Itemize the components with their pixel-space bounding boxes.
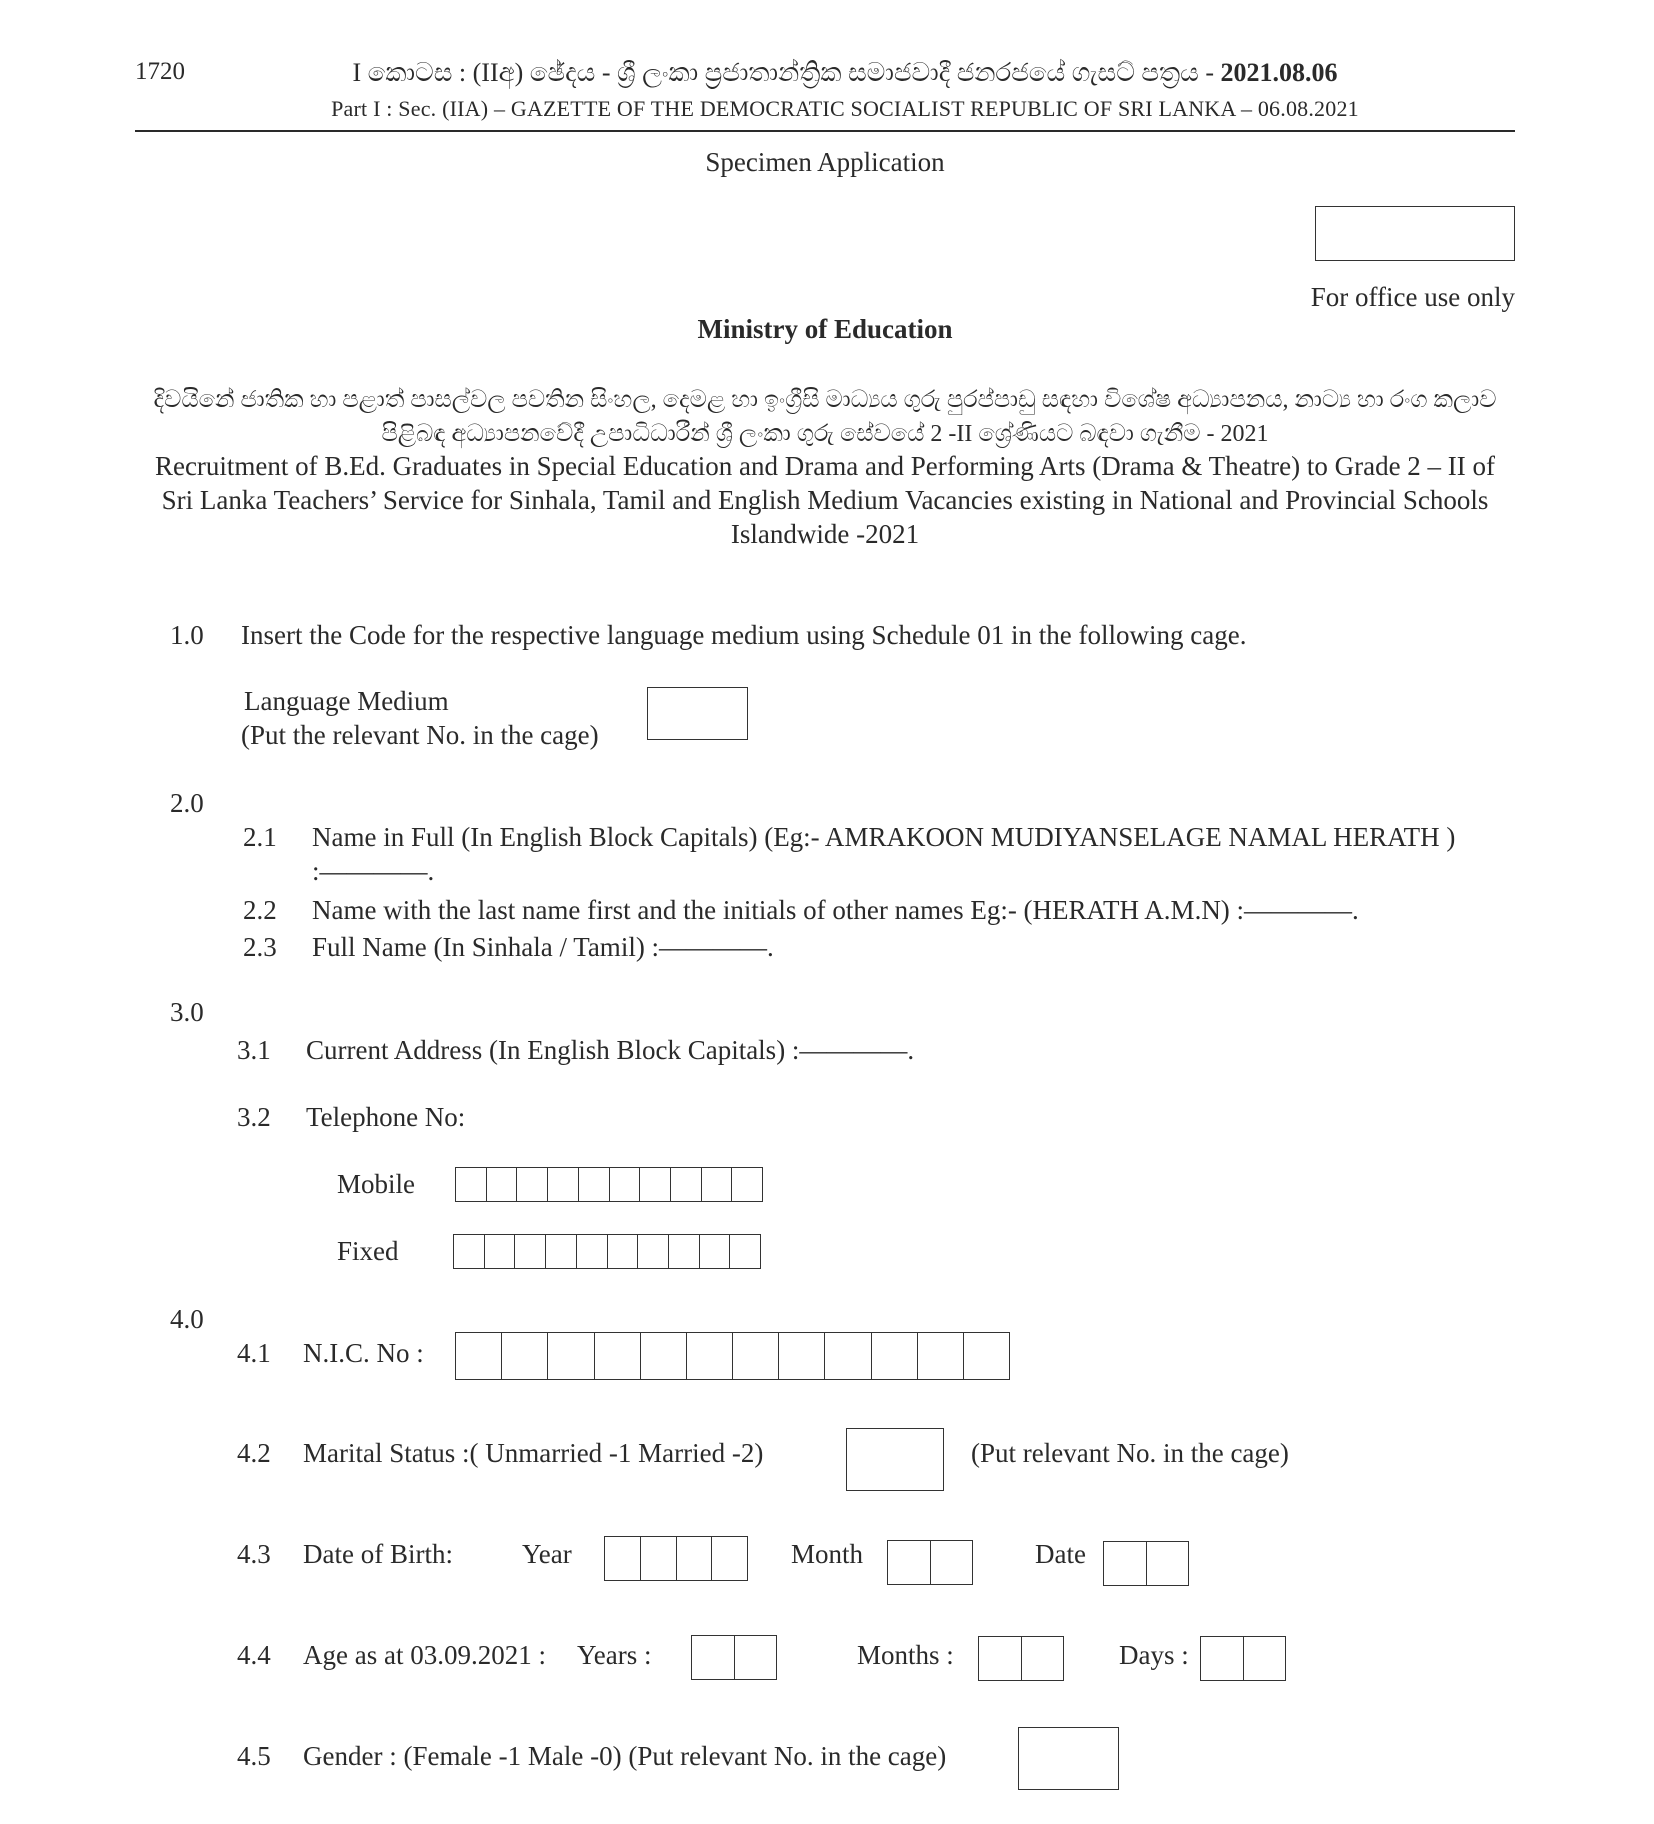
field-number: 4.2 <box>237 1438 271 1468</box>
birth-date-label: Date <box>1035 1539 1086 1569</box>
age-months-cells[interactable] <box>978 1636 1064 1681</box>
gazette-header-sinhala <box>240 58 1450 89</box>
section-number: 1.0 <box>170 620 204 650</box>
birth-month-cells[interactable] <box>887 1540 973 1585</box>
name-with-initials-field[interactable]: Name with the last name first and the initials of other names Eg:- (HERATH A.M.N) :————. <box>312 895 1359 925</box>
gazette-header-sinhala-text: I කොටස : (IIඅ) ඡේදය - ශ්‍රී ලංකා ප්‍රජාතාන්ත්‍රික සමාජවාදී ජනරජයේ ගැසට් පත්‍රය - <box>352 58 1214 87</box>
language-medium-cage[interactable] <box>647 687 748 740</box>
field-number: 4.3 <box>237 1539 271 1569</box>
page-number: 1720 <box>135 58 185 85</box>
gazette-header-english: Part I : Sec. (IIA) – GAZETTE OF THE DEMOCRATIC SOCIALIST REPUBLIC OF SRI LANKA – 06.08.2021 <box>331 96 1359 121</box>
age-years-label: Years : <box>577 1640 652 1670</box>
nic-label: N.I.C. No : <box>303 1338 424 1368</box>
gazette-header-date: 2021.08.06 <box>1220 58 1338 87</box>
field-number: 3.2 <box>237 1102 271 1132</box>
nic-number-cells[interactable] <box>455 1332 1010 1380</box>
language-medium-label: Language Medium <box>244 686 449 716</box>
age-months-label: Months : <box>857 1640 954 1670</box>
full-name-label: Name in Full (In English Block Capitals) (Eg:- AMRAKOON MUDIYANSELAGE NAMAL HERATH ) <box>312 822 1456 852</box>
age-days-label: Days : <box>1119 1640 1189 1670</box>
age-years-cells[interactable] <box>691 1635 777 1680</box>
language-medium-instruction: Insert the Code for the respective language medium using Schedule 01 in the following cage. <box>241 620 1247 650</box>
marital-status-cage[interactable] <box>846 1428 944 1491</box>
fixed-number-cells[interactable] <box>453 1234 761 1269</box>
header-rule <box>135 130 1515 132</box>
gender-cage[interactable] <box>1018 1727 1119 1790</box>
birth-year-cells[interactable] <box>604 1536 748 1581</box>
gender-label: Gender : (Female -1 Male -0) (Put relevant No. in the cage) <box>303 1741 947 1771</box>
field-number: 2.3 <box>243 932 277 962</box>
field-number: 2.2 <box>243 895 277 925</box>
fixed-label: Fixed <box>337 1236 399 1266</box>
birth-month-label: Month <box>791 1539 864 1569</box>
current-address-field[interactable]: Current Address (In English Block Capitals) :————. <box>306 1035 915 1065</box>
section-number: 3.0 <box>170 997 204 1027</box>
section-number: 4.0 <box>170 1304 204 1334</box>
full-name-field[interactable]: :————. <box>312 856 435 886</box>
sinhala-paragraph: දිවයිනේ ජාතික හා පළාත් පාසල්වල පවතින සිංහල, දෙමළ හා ඉංග්‍රීසි මාධ්‍යය ගුරු පුරප්පාඩු සඳහා විශේෂ අධ්‍යාපනය, නාට්‍ය හා රංග කලාව පිළිබඳ අධ්‍යාපනවේදී උපාධිධාරීන් ශ්‍රී ලංකා ගුරු සේවයේ 2 -II ශ්‍රේණියට බඳවා ගැනීම - 2021 <box>153 387 1497 447</box>
birth-date-cells[interactable] <box>1103 1541 1189 1586</box>
marital-status-label: Marital Status :( Unmarried -1 Married -2) <box>303 1438 764 1468</box>
marital-status-hint: (Put relevant No. in the cage) <box>971 1438 1289 1468</box>
mobile-number-cells[interactable] <box>455 1167 763 1202</box>
field-number: 4.4 <box>237 1640 271 1670</box>
field-number: 4.1 <box>237 1338 271 1368</box>
field-number: 2.1 <box>243 822 277 852</box>
english-paragraph: Recruitment of B.Ed. Graduates in Special Education and Drama and Performing Arts (Drama & Theatre) to Grade 2 – II of Sri Lanka Teachers’ Service for Sinhala, Tamil and English Medium Vacancies existing in National and Provincial Schools Islandwide -2021 <box>154 451 1496 549</box>
ministry-heading: Ministry of Education <box>697 314 953 344</box>
mobile-label: Mobile <box>337 1169 415 1199</box>
date-of-birth-label: Date of Birth: <box>303 1539 453 1569</box>
document-title: Specimen Application <box>705 147 945 177</box>
age-days-cells[interactable] <box>1200 1636 1286 1681</box>
field-number: 3.1 <box>237 1035 271 1065</box>
telephone-label: Telephone No: <box>306 1102 466 1132</box>
office-use-box <box>1315 206 1515 261</box>
birth-year-label: Year <box>522 1539 572 1569</box>
office-use-label: For office use only <box>1310 282 1515 312</box>
full-name-sinhala-tamil-field[interactable]: Full Name (In Sinhala / Tamil) :————. <box>312 932 774 962</box>
section-number: 2.0 <box>170 788 204 818</box>
field-number: 4.5 <box>237 1741 271 1771</box>
age-label: Age as at 03.09.2021 : <box>303 1640 546 1670</box>
language-medium-hint: (Put the relevant No. in the cage) <box>241 720 599 750</box>
